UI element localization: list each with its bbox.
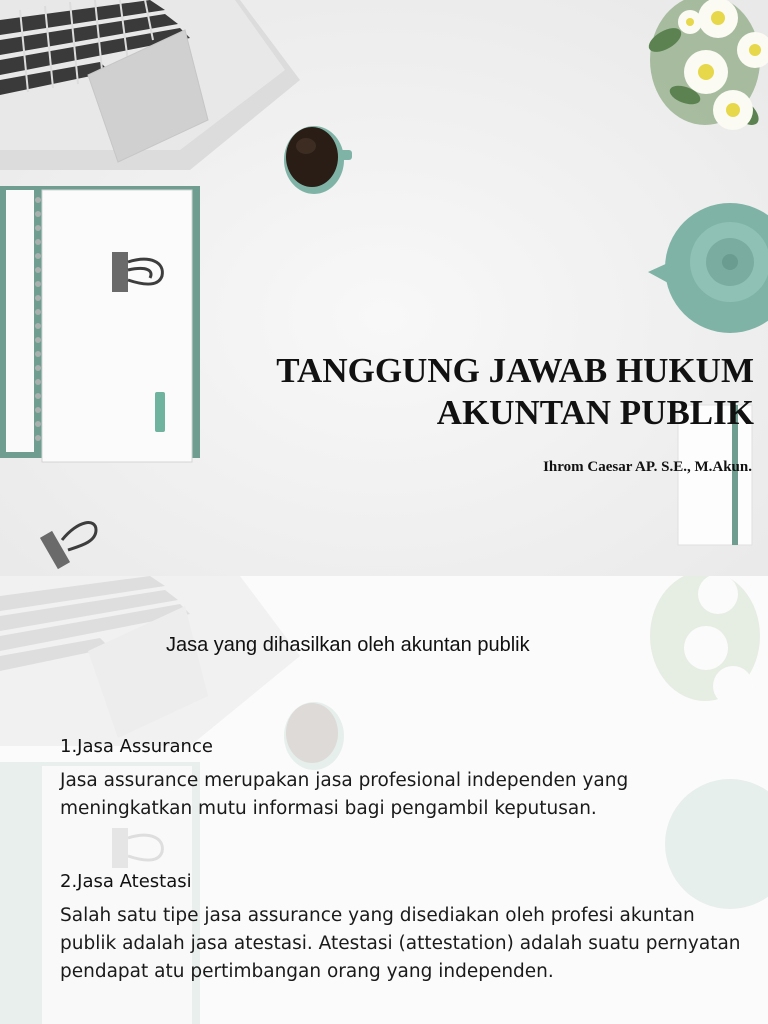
- coffee-cup-icon: [284, 702, 344, 770]
- section-body: Salah satu tipe jasa assurance yang disediakan oleh profesi akuntan publik adalah jasa atestasi. Atestasi (attestation) adalah suatu pernyatan pendapat atu pertimbangan orang yang independen.: [60, 905, 741, 982]
- slide-heading: Jasa yang dihasilkan oleh akuntan publik: [166, 634, 530, 656]
- author-name: Ihrom Caesar AP. S.E., M.Akun.: [543, 459, 752, 475]
- notebook-icon: [0, 186, 200, 462]
- section-title: 1.Jasa Assurance: [60, 736, 213, 757]
- section-title: 2.Jasa Atestasi: [60, 871, 192, 892]
- laptop-icon: [0, 576, 300, 746]
- slide-title-line-2: AKUNTAN PUBLIK: [436, 393, 754, 432]
- section-body: Jasa assurance merupakan jasa profesional independen yang meningkatkan mutu informasi bagi pengambil keputusan.: [60, 770, 629, 819]
- flowers-icon: [650, 576, 760, 706]
- slide-title-line-1: TANGGUNG JAWAB HUKUM: [276, 351, 754, 390]
